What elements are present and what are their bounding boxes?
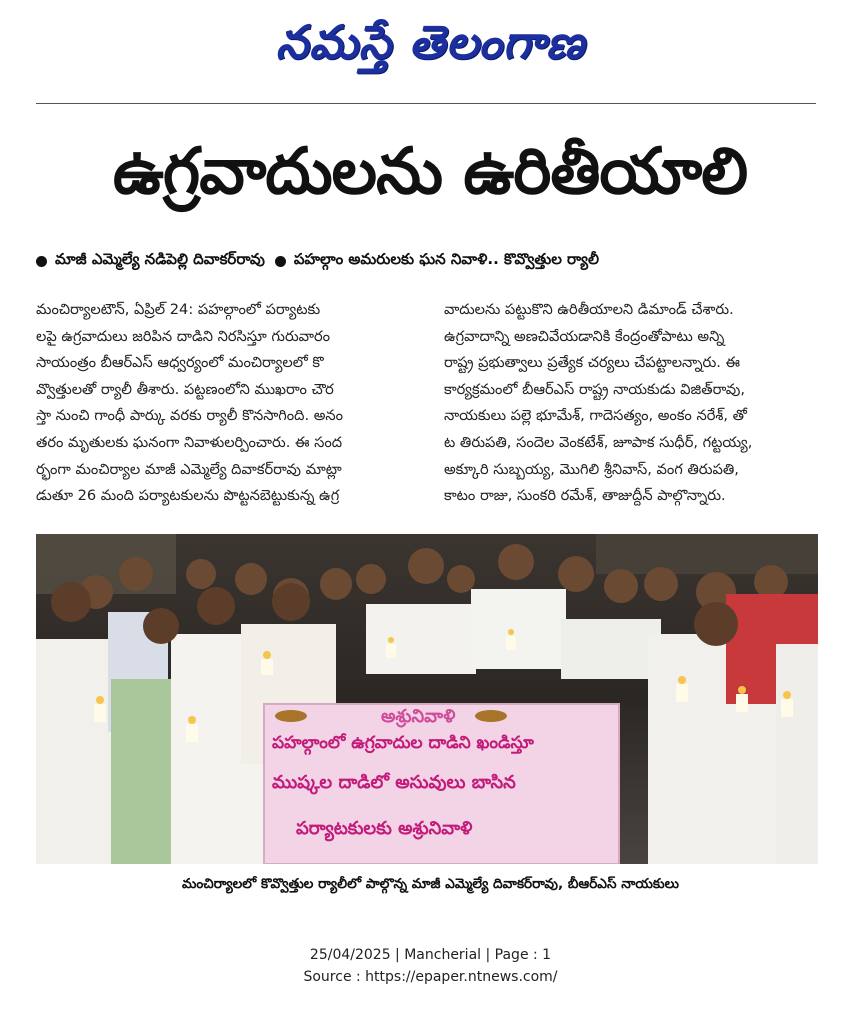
bullet-item [275,250,599,272]
bullet-text: పహల్గాం అమరులకు ఘన నివాళి.. కొవ్వొత్తుల ర్యాలీ [293,250,599,268]
article-headline: ఉగ్రవాదులను ఉరితీయాలి [112,135,748,209]
rally-photo [36,534,818,864]
body-line: లపై ఉగ్రవాదులు జరిపిన దాడిని నిరసిస్తూ గురువారం [36,327,331,345]
page-footer [0,944,861,988]
body-line: తరం మృతులకు ఘనంగా నివాళులర్పించారు. ఈ సంద [36,433,343,451]
body-line: డుతూ 26 మంది పర్యాటకులను పొట్టనబెట్టుకున్న ఉగ్ర [36,487,340,505]
subheadline-bullets [36,248,826,274]
body-line: ఉగ్రవాదాన్ని అణచివేయడానికి కేంద్రంతోపాటు అన్ని [444,327,725,345]
banner-line: పహల్గాంలో ఉగ్రవాదుల దాడిని ఖండిస్తూ [272,733,534,753]
masthead-logo: నమస్తే తెలంగాణ [275,15,586,69]
body-line: స్తా నుంచి గాంధీ పార్కు వరకు ర్యాలీ కొనసాగింది. అనం [36,407,344,425]
article-body-right-column [444,297,826,510]
body-line: అక్కూరి సుబ్బయ్య, మొగిలి శ్రీనివాస్, వంగ తిరుపతి, [444,460,739,478]
body-line: మంచిర్యాలటౌన్, ఏప్రిల్ 24: పహల్గాంలో పర్యాటకు [36,301,321,318]
body-line: రాష్ట్ర ప్రభుత్వాలు ప్రత్యేక చర్యలు చేపట్టాలన్నారు. ఈ [444,354,741,372]
body-line: కార్యక్రమంలో బీఆర్ఎస్ రాష్ట్ర నాయకుడు విజిత్‌రావు, [444,380,746,398]
masthead [0,0,861,96]
banner-line: పర్యాటకులకు అశ్రునివాళి [296,818,473,839]
bullet-text: మాజీ ఎమ్మెల్యే నడిపెల్లి దివాకర్‌రావు [55,250,265,268]
body-line: కాటం రాజు, సుంకరి రమేశ్, తాజుద్దీన్ పాల్గొన్నారు. [444,487,726,505]
banner-title: అశ్రునివాళి [381,706,456,727]
bullet-dot-icon [36,256,47,267]
body-line: నాయకులు పల్లె భూమేశ్, గాదెసత్యం, అంకం నరేశ్, తో [444,407,747,425]
body-line: ట తిరుపతి, సందెల వెంకటేశ్, జూపాక సుధీర్, గట్టయ్య, [444,433,753,451]
body-line: వ్వొత్తులతో ర్యాలీ తీశారు. పట్టణంలోని ముఖరాం చౌర [36,380,334,398]
edition-meta: 25/04/2025 | Mancherial | Page : 1 [309,947,552,963]
source-link[interactable]: Source : https://epaper.ntnews.com/ [303,969,558,985]
banner-line: ముష్కల దాడిలో అసువులు బాసిన [272,772,516,793]
rally-photo-illustration [36,534,818,864]
photo-caption: మంచిర్యాలలో కొవ్వొత్తుల ర్యాలీలో పాల్గొన్న మాజీ ఎమ్మెల్యే దివాకర్‌రావు, బీఆర్ఎస్ నాయకులు [182,876,679,892]
bullet-dot-icon [275,256,286,267]
body-line: ర్భంగా మంచిర్యాల మాజీ ఎమ్మెల్యే దివాకర్‌రావు మాట్లా [36,460,342,478]
body-line: సాయంత్రం బీఆర్ఎస్ ఆధ్వర్యంలో మంచిర్యాలలో కొ [36,354,324,372]
masthead-divider [36,103,816,104]
bullet-item [36,250,265,272]
article-body-left-column [36,297,418,510]
body-line: వాదులను పట్టుకొని ఉరితీయాలని డిమాండ్ చేశారు. [444,301,734,318]
